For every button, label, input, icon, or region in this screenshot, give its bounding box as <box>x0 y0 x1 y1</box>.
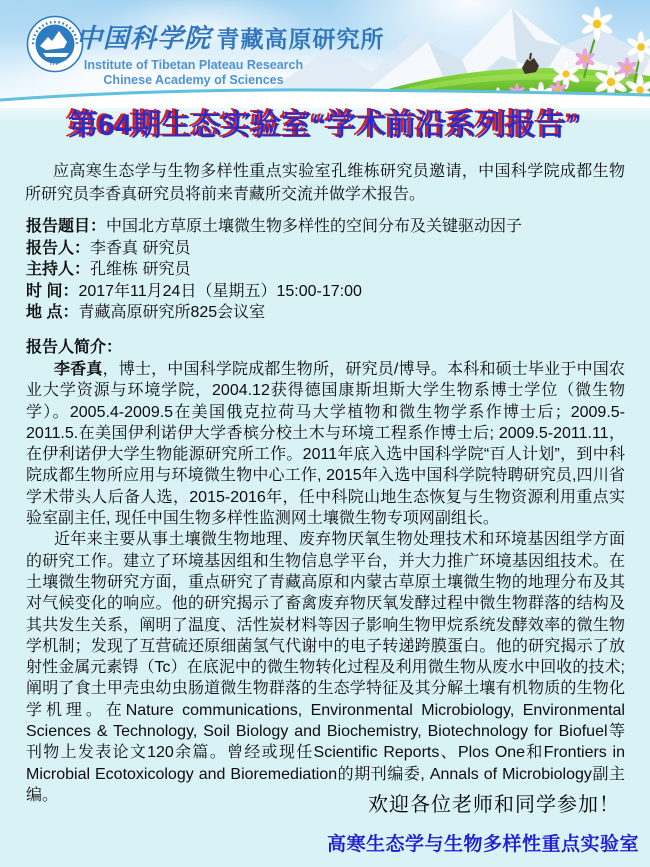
info-label-time: 时 间： <box>26 282 79 300</box>
info-row-topic <box>26 216 625 238</box>
lab-signature: 高寒生态学与生物多样性重点实验室 <box>326 834 639 855</box>
org-name-cas: 中国科学院 <box>76 23 212 53</box>
org-name-cn <box>76 18 385 55</box>
info-value-speaker: 李香真 研究员 <box>90 239 191 257</box>
speaker-name: 李香真 <box>54 360 103 378</box>
bio-heading: 报告人简介： <box>26 338 123 356</box>
info-value-time: 2017年11月24日（星期五）15:00-17:00 <box>78 282 362 300</box>
info-value-venue: 青藏高原研究所825会议室 <box>78 304 266 322</box>
logo-abbr: ITP <box>49 60 61 67</box>
header-banner <box>0 0 650 100</box>
intro-paragraph: 应高寒生态学与生物多样性重点实验室孔维栋研究员邀请，中国科学院成都生物所研究员李香真研究员将前来青藏所交流并做学术报告。 <box>25 163 625 203</box>
logo-base <box>43 53 69 57</box>
info-label-venue: 地 点： <box>26 304 79 322</box>
welcome-note: 欢迎各位老师和同学参加！ <box>368 794 620 816</box>
info-row-host <box>26 259 625 281</box>
info-row-time <box>26 281 625 303</box>
org-name-institute: 青藏高原研究所 <box>216 26 385 52</box>
seminar-info <box>26 216 625 324</box>
org-block <box>76 18 385 87</box>
bio-paragraph-1-text: ，博士，中国科学院成都生物所，研究员/博导。本科和硕士毕业于中国农业大学资源与环境学院，2004.12获得德国康斯坦斯大学生物系博士学位（微生物学）。2005.4-2009.5在美国俄克拉荷马大学植物和微生物学系作博士后；2009.5-2011.5.在美国伊利诺伊大学香槟分校土木与环境工程系作博士后; 2009.5-2011.11，在伊利诺伊大学生物能源研究所工作。2011年底入选中国科学院“百人计划”，到中科院成都生物所应用与环境微生物中心工作, 2015年入选中国科学院特聘研究员,四川省学术带头人后备人选，2015-2016年，任中科院山地生态恢复与生物资源利用重点实验室副主任, 现任中国生物多样性监测网土壤微生物专项网副组长。 <box>26 360 625 528</box>
info-value-host: 孔维栋 研究员 <box>90 261 191 279</box>
org-en-line1: Institute of Tibetan Plateau Research <box>83 58 304 72</box>
info-row-speaker <box>26 238 625 260</box>
bio-paragraph-2: 近年来主要从事土壤微生物地理、废弃物厌氧生物处理技术和环境基因组学方面的研究工作。建立了环境基因组和生物信息学平台，并大力推广环境基因组技术。在土壤微生物研究方面，重点研究了青藏高原和内蒙古草原土壤微生物的地理分布及其对气候变化的响应。他的研究揭示了畜禽废弃物厌氧发酵过程中微生物群落的结构及其共发生关系，阐明了温度、活性炭材料等因子影响生物甲烷系统发酵效率的微生物学机制；发现了互营硫还原细菌氢气代谢中的电子转递跨膜蛋白。他的研究揭示了放射性金属元素锝（Tc）在底泥中的微生物转化过程及利用微生物从废水中回收的技术;阐明了食土甲壳虫幼虫肠道微生物群落的生态学特征及其分解土壤有机物质的生物化学机理。在Nature communications, Environmental Microbiology, Environmental Sciences & Technology, Soil Biology and Biochemistry, Biotechnology for Biofuel等刊物上发表论文120余篇。曾经或现任Scientific Reports、Plos One和Frontiers in Microbial Ecotoxicology and Bioremediation的期刊编委, Annals of Microbiology副主编。 <box>26 531 625 804</box>
info-label-host: 主持人： <box>26 261 91 279</box>
bio-paragraph-1 <box>26 359 625 529</box>
org-name-en <box>76 58 311 87</box>
org-en-line2: Chinese Academy of Sciences <box>103 72 284 87</box>
info-value-topic: 中国北方草原土壤微生物多样性的空间分布及关键驱动因子 <box>106 218 523 235</box>
info-row-venue <box>26 302 625 324</box>
info-label-topic: 报告题目： <box>26 218 107 235</box>
speaker-bio <box>26 337 625 806</box>
seminar-series-title: 第64期生态实验室“学术前沿系列报告” <box>68 109 582 142</box>
info-label-speaker: 报告人： <box>26 239 91 257</box>
poster-body <box>0 100 650 810</box>
